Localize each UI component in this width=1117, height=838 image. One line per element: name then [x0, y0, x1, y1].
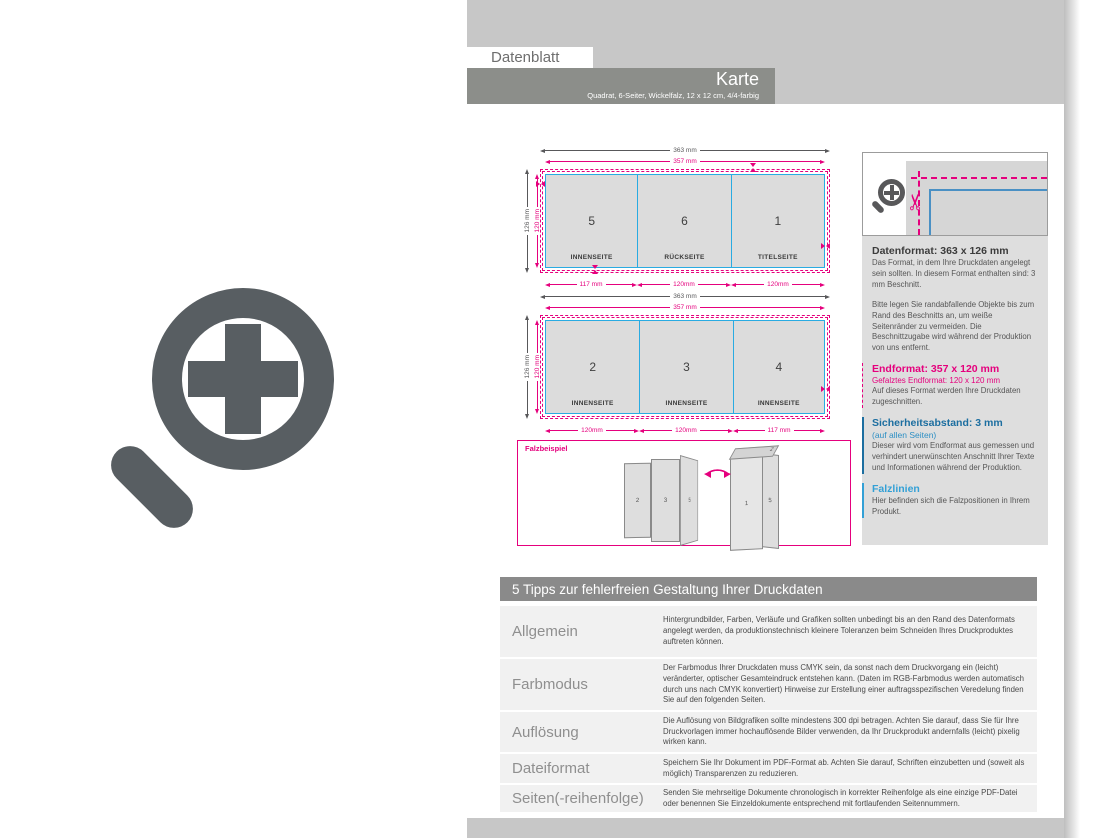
falzlinien-section [862, 483, 1038, 518]
dim-panel-width: 120mm [731, 281, 825, 288]
zoom-plus-icon [871, 179, 907, 217]
dim-total-height-top: 126 mm [523, 169, 531, 273]
panel-number: 5 [588, 214, 596, 228]
tip-row-allgemein [500, 606, 1037, 657]
datenformat-section [872, 245, 1038, 291]
datenblatt-label: Datenblatt [491, 49, 560, 66]
dim-panel-width: 117 mm [545, 281, 637, 288]
fold-panel: 5 [761, 453, 779, 549]
panel-label: INNENSEITE [571, 400, 614, 407]
endformat-subheading: Gefalztes Endformat: 120 x 120 mm [872, 376, 1001, 386]
tip-label: Seiten(-reihenfolge) [512, 790, 644, 807]
sicherheitsabstand-section [862, 417, 1038, 474]
tip-text: Die Auflösung von Bildgrafiken sollte mindestens 300 dpi betragen. Achten Sie darauf, dass Sie für Ihre Druckvorlagen immer hochauflösende Bilder verwenden, da Ihr Druckprodukt andernfalls (leicht) pixelig wirken kann. [663, 715, 1020, 747]
trim-line [929, 189, 931, 235]
datenformat-heading: Datenformat: 363 x 126 mm [872, 245, 1009, 257]
tip-text: Speichern Sie Ihr Dokument im PDF-Format ab. Achten Sie darauf, Schriften einzubetten und (soweit als möglich) Transparenzen zu reduzieren. [663, 757, 1025, 778]
dim-trim-height-top: 120 mm [533, 174, 541, 268]
dim-panel-width: 120mm [637, 281, 731, 288]
trim-sheet-bottom [545, 320, 825, 414]
dim-panel-width: 117 mm [733, 427, 825, 434]
panel-5 [546, 175, 637, 267]
bleed-detail-thumbnail [862, 152, 1048, 236]
panel-number: 4 [775, 360, 783, 374]
bleed-tick-icon [536, 181, 545, 187]
page-edge-shadow [1064, 0, 1080, 838]
magnifier-handle [103, 438, 201, 536]
panel-2 [546, 321, 639, 413]
panel-1 [731, 175, 824, 267]
fold-panel: 1 [730, 456, 763, 551]
tip-label: Allgemein [512, 623, 578, 640]
tip-row-seitenreihenfolge [500, 785, 1037, 812]
page-bottom-band [467, 818, 1064, 838]
fold-arrow-icon [706, 468, 732, 482]
fold-panel-flap: 2 [729, 445, 779, 460]
dim-total-width-bottom: 363 mm [540, 293, 830, 300]
fold-panel: 2 [624, 463, 651, 538]
panel-number: 3 [683, 360, 690, 374]
endformat-heading: Endformat: 357 x 120 mm [872, 363, 1000, 376]
product-title: Karte [715, 69, 759, 89]
panel-label: TITELSEITE [757, 254, 798, 261]
panel-6 [637, 175, 730, 267]
dim-trim-height-bottom: 120 mm [533, 320, 541, 414]
fold-panel: 3 [651, 459, 680, 542]
tip-row-dateiformat [500, 754, 1037, 783]
falzlinien-heading: Falzlinien [872, 482, 920, 495]
tip-label: Farbmodus [512, 676, 588, 693]
product-title-bar [467, 68, 775, 104]
product-subtitle: Quadrat, 6-Seiter, Wickelfalz, 12 x 12 cm, 4/4-farbig [587, 91, 759, 100]
fold-panel: 5 [680, 455, 698, 546]
fold-example-title: Falzbeispiel [525, 444, 568, 453]
scissors-icon: ✂ [903, 192, 929, 212]
endformat-body: Auf dieses Format werden Ihre Druckdaten zugeschnitten. [872, 386, 1021, 407]
endformat-section [862, 363, 1038, 408]
datenformat-body: Das Format, in dem Ihre Druckdaten angelegt sein sollten. In diesem Format enthalten sind: 3 mm Beschnitt. [872, 258, 1036, 289]
format-info-panel [862, 236, 1048, 545]
dim-total-width-top: 363 mm [540, 147, 830, 154]
dim-panel-width: 120mm [545, 427, 639, 434]
sicherheitsabstand-body: Dieser wird vom Endformat aus gemessen und verhindert unerwünschten Anschnitt Ihrer Texte und Informationen während der Produktion. [872, 441, 1035, 472]
panel-number: 6 [681, 214, 688, 228]
tip-row-farbmodus [500, 659, 1037, 710]
datenformat-note: Bitte legen Sie randabfallende Objekte bis zum Rand des Beschnitts an, um weiße Seitenränder zu vermeiden. Die Beschnittzugabe wird während der Produktion von uns entfernt. [872, 299, 1035, 353]
zoom-plus-icon [100, 288, 356, 550]
sicherheitsabstand-subheading: (auf allen Seiten) [872, 430, 937, 441]
falzlinien-body: Hier befinden sich die Falzpositionen in Ihrem Produkt. [872, 495, 1030, 516]
plus-icon [890, 185, 894, 200]
bleed-tick-icon [821, 243, 830, 249]
dim-panel-width: 120mm [639, 427, 733, 434]
panel-label: INNENSEITE [757, 400, 800, 407]
panel-number: 2 [589, 360, 596, 374]
bleed-line [911, 177, 1047, 179]
panel-3 [639, 321, 732, 413]
plus-icon [225, 324, 261, 434]
tip-text: Der Farbmodus Ihrer Druckdaten muss CMYK sein, da sonst nach dem Druckvorgang ein (leicht) veränderter, optischer Gesamteindruck entstehen kann. (Daten im RGB-Farbmodus werden automatisch durch uns nach CMYK konvertiert) Hinweise zur Erstellung einer auftragsspezifischen Veredelung finden Sie auf den folgenden Seiten. [663, 663, 1024, 705]
panel-4 [733, 321, 824, 413]
bleed-tick-icon [750, 163, 756, 172]
tip-row-aufloesung [500, 712, 1037, 752]
panel-label: INNENSEITE [665, 400, 708, 407]
tips-header [500, 577, 1037, 601]
bleed-tick-icon [592, 265, 598, 274]
fold-example-box [517, 440, 851, 546]
dim-trim-width-top: 357 mm [545, 158, 825, 165]
panel-label: RÜCKSEITE [664, 254, 705, 261]
tip-text: Hintergrundbilder, Farben, Verläufe und Grafiken sollten unbedingt bis an den Rand des Datenformats angelegt werden, da produktionstechnisch kleinere Toleranzen beim Schneiden Ihres Druckproduktes auftreten können. [663, 615, 1015, 646]
trim-sheet-top [545, 174, 825, 268]
dim-total-height-bottom: 126 mm [523, 315, 531, 419]
tip-label: Dateiformat [512, 760, 590, 777]
tip-label: Auflösung [512, 723, 579, 741]
dim-trim-width-bottom: 357 mm [545, 304, 825, 311]
trim-line [929, 189, 1047, 191]
panel-number: 1 [774, 214, 782, 228]
sicherheitsabstand-heading: Sicherheitsabstand: 3 mm [872, 417, 1003, 430]
bleed-tick-icon [821, 386, 830, 392]
panel-label: INNENSEITE [570, 254, 613, 261]
tips-title: 5 Tipps zur fehlerfreien Gestaltung Ihrer Druckdaten [512, 581, 823, 597]
datenblatt-tab [467, 47, 593, 68]
tip-text: Senden Sie mehrseitige Dokumente chronologisch in korrekter Reihenfolge als eine einzige PDF-Datei oder benennen Sie Einzeldokumente entsprechend mit fortlaufenden Seitennummern. [663, 787, 1018, 808]
